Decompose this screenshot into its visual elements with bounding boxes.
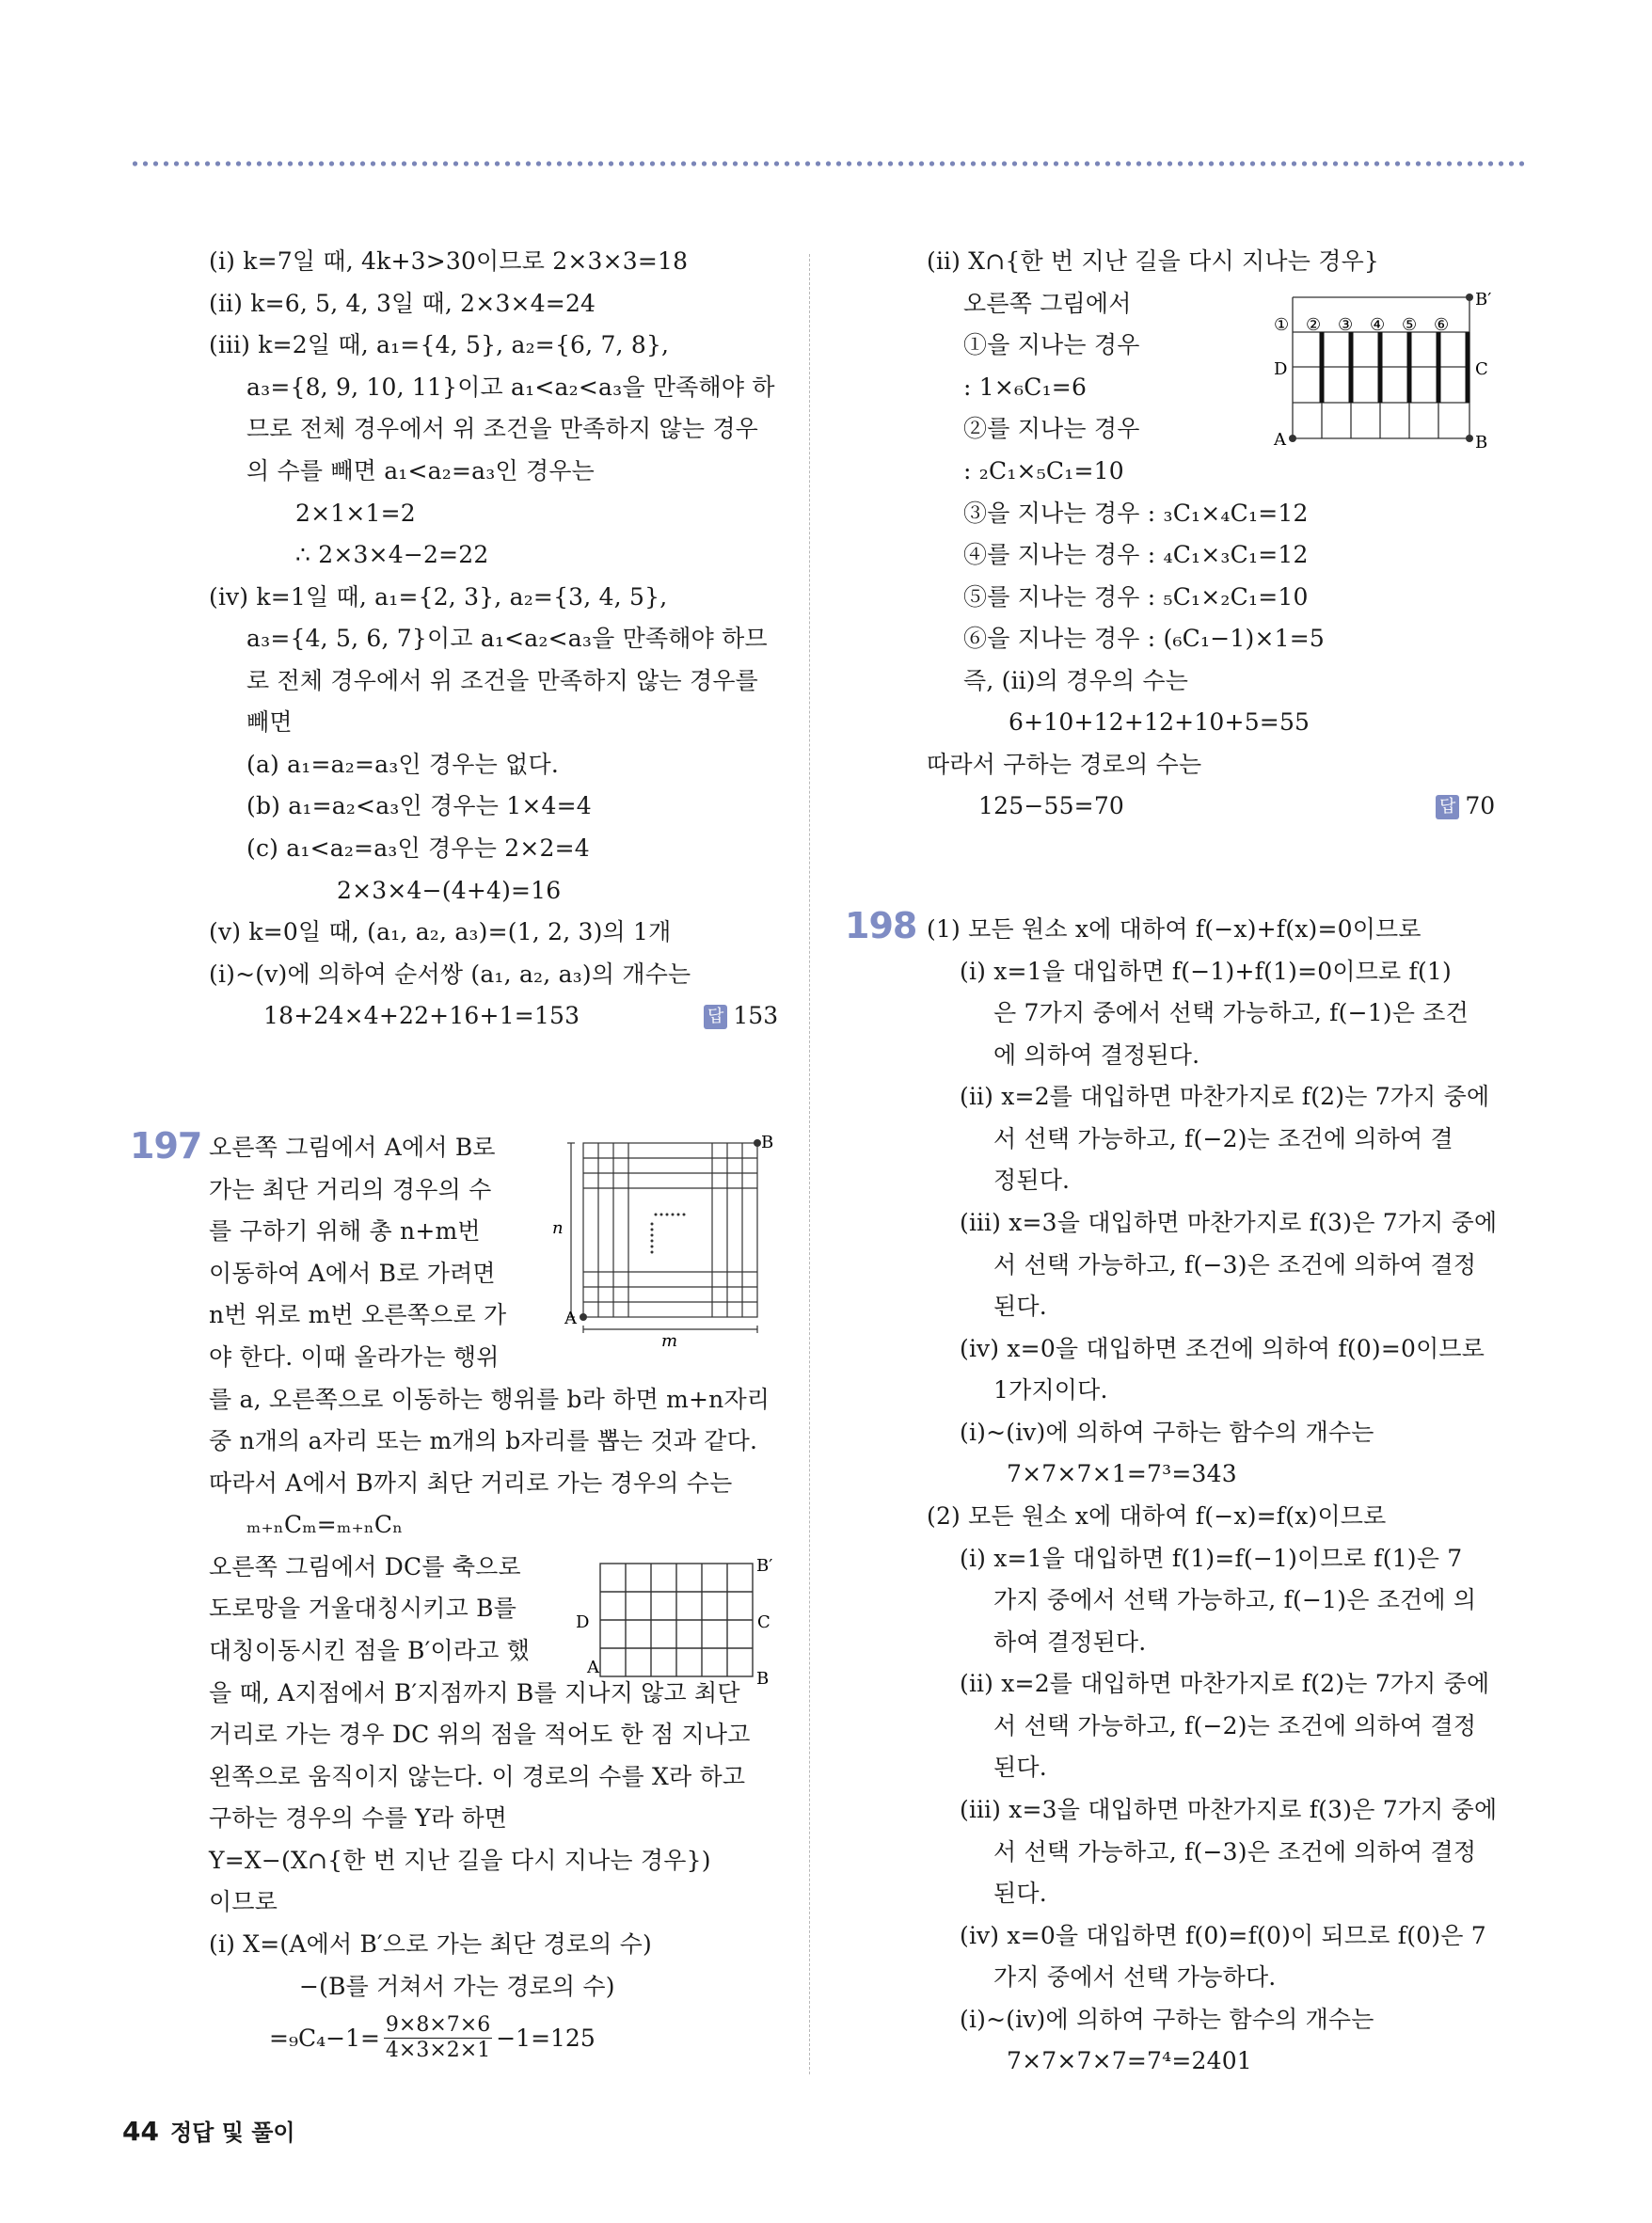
text-line: Y=X−(X∩{한 번 지난 길을 다시 지나는 경우}) <box>209 1847 711 1874</box>
text-line: 하여 결정된다. <box>993 1628 1147 1656</box>
text-line: (ⅰ) X=(A에서 B′으로 가는 최단 경로의 수) <box>209 1930 652 1958</box>
text-line: (ⅰ)~(ⅳ)에 의하여 구하는 함수의 개수는 <box>960 2006 1374 2033</box>
text-line: (ⅳ) x=0을 대입하면 f(0)=f(0)이 되므로 f(0)은 7 <box>960 1922 1486 1949</box>
label-A: A <box>587 1658 599 1677</box>
text-line: ⑤를 지나는 경우 : ₅C₁×₂C₁=10 <box>963 583 1309 611</box>
text-line: 야 한다. 이때 올라가는 행위 <box>209 1343 500 1371</box>
text-line: 7×7×7×7=7⁴=2401 <box>1007 2047 1252 2074</box>
label-C: C <box>1475 359 1488 379</box>
page-number: 44 <box>122 2116 159 2147</box>
text-line: (ⅲ) x=3을 대입하면 마찬가지로 f(3)은 7가지 중에 <box>960 1209 1498 1236</box>
label-D: D <box>576 1612 590 1632</box>
header-dotted-rule <box>130 160 1524 167</box>
label-A: A <box>564 1309 577 1328</box>
text-line: 가는 최단 거리의 경우의 수 <box>209 1176 492 1203</box>
circled-label-6: ⑥ <box>1434 315 1450 335</box>
text-line: a₃={8, 9, 10, 11}이고 a₁<a₂<a₃을 만족해야 하 <box>246 373 775 401</box>
circled-label-2: ② <box>1306 315 1322 335</box>
text-line: 를 구하기 위해 총 n+m번 <box>209 1217 481 1245</box>
text-line: 왼쪽으로 움직이지 않는다. 이 경로의 수를 X라 하고 <box>209 1763 746 1790</box>
label-B-prime: B′ <box>1475 290 1492 310</box>
text-line: (ⅰ) x=1을 대입하면 f(1)=f(−1)이므로 f(1)은 7 <box>960 1545 1463 1572</box>
text-line: (ⅳ) x=0을 대입하면 조건에 의하여 f(0)=0이므로 <box>960 1335 1485 1362</box>
text-line: (ⅱ) x=2를 대입하면 마찬가지로 f(2)는 7가지 중에 <box>960 1670 1490 1697</box>
text-line: 서 선택 가능하고, f(−2)는 조건에 의하여 결정 <box>993 1712 1477 1739</box>
text-line: ④를 지나는 경우 : ₄C₁×₃C₁=12 <box>963 541 1309 568</box>
fraction <box>384 2013 492 2063</box>
text-line: 도로망을 거울대칭시키고 B를 <box>209 1595 517 1622</box>
column-divider <box>809 254 810 2074</box>
text-line: 대칭이동시킨 점을 B′이라고 했 <box>209 1637 531 1664</box>
text-line: (ⅰ) k=7일 때, 4k+3>30이므로 2×3×3=18 <box>209 247 689 275</box>
text-line: 이동하여 A에서 B로 가려면 <box>209 1260 496 1287</box>
text-line: 된다. <box>993 1293 1047 1320</box>
text-line: 즉, (ⅱ)의 경우의 수는 <box>963 667 1189 694</box>
grid-figure-2 <box>572 1552 779 1686</box>
answer-196 <box>704 997 778 1035</box>
answer-tag: 답 <box>1436 795 1459 819</box>
text-line: ②를 지나는 경우 <box>963 415 1140 442</box>
text-line: 므로 전체 경우에서 위 조건을 만족하지 않는 경우 <box>246 415 759 442</box>
text-line: 125−55=70 <box>978 792 1125 819</box>
text-line: 중 n개의 a자리 또는 m개의 b자리를 뽑는 것과 같다. <box>209 1427 758 1454</box>
text-line: (b) a₁=a₂<a₃인 경우는 1×4=4 <box>246 792 592 819</box>
label-C: C <box>757 1612 770 1632</box>
text-line: (1) 모든 원소 x에 대하여 f(−x)+f(x)=0이므로 <box>927 915 1422 943</box>
footer-title: 정답 및 풀이 <box>169 2120 295 2146</box>
answer-tag: 답 <box>704 1005 727 1029</box>
text-line: 2×3×4−(4+4)=16 <box>337 877 562 904</box>
text-line: ₘ₊ₙCₘ=ₘ₊ₙCₙ <box>246 1511 404 1538</box>
text-line: 서 선택 가능하고, f(−3)은 조건에 의하여 결정 <box>993 1838 1477 1866</box>
text-line: 구하는 경우의 수를 Y라 하면 <box>209 1804 508 1832</box>
text-line: 된다. <box>993 1880 1047 1907</box>
text-line: (c) a₁<a₂=a₃인 경우는 2×2=4 <box>246 834 590 862</box>
text-line: 정된다. <box>993 1167 1071 1194</box>
circled-label-4: ④ <box>1370 315 1386 335</box>
text-line: 따라서 A에서 B까지 최단 거리로 가는 경우의 수는 <box>209 1469 733 1497</box>
text-line: 된다. <box>993 1754 1047 1781</box>
text-line: 오른쪽 그림에서 A에서 B로 <box>209 1134 496 1161</box>
text-line: ①을 지나는 경우 <box>963 331 1140 358</box>
text-line: (ⅰ)~(ⅴ)에 의하여 순서쌍 (a₁, a₂, a₃)의 개수는 <box>209 961 691 988</box>
page-footer <box>122 2114 295 2147</box>
text-line: (ⅴ) k=0일 때, (a₁, a₂, a₃)=(1, 2, 3)의 1개 <box>209 918 672 945</box>
text-line: (2) 모든 원소 x에 대하여 f(−x)=f(x)이므로 <box>927 1502 1387 1530</box>
text-line: n번 위로 m번 오른쪽으로 가 <box>209 1301 507 1328</box>
circled-label-1: ① <box>1274 315 1290 335</box>
text-line: (ⅰ)~(ⅳ)에 의하여 구하는 함수의 개수는 <box>960 1419 1374 1446</box>
text-line: 오른쪽 그림에서 DC를 축으로 <box>209 1553 521 1580</box>
text-line: 을 때, A지점에서 B′지점까지 B를 지나지 않고 최단 <box>209 1679 740 1707</box>
formula-prefix: =₉C₄−1= <box>269 2024 380 2052</box>
fraction-numerator: 9×8×7×6 <box>385 2012 491 2037</box>
text-line: 로 전체 경우에서 위 조건을 만족하지 않는 경우를 <box>246 667 759 694</box>
text-line: 18+24×4+22+16+1=153 <box>263 1002 580 1029</box>
text-line: −(B를 거쳐서 가는 경로의 수) <box>299 1973 615 2000</box>
circled-label-3: ③ <box>1338 315 1354 335</box>
text-line: ③을 지나는 경우 : ₃C₁×₄C₁=12 <box>963 500 1309 527</box>
grid-figure-3 <box>1270 290 1529 450</box>
text-line: 오른쪽 그림에서 <box>963 290 1132 317</box>
formula-suffix: −1=125 <box>496 2024 596 2052</box>
text-line: 빼면 <box>246 708 293 736</box>
label-B: B <box>1475 433 1488 450</box>
text-line: 가지 중에서 선택 가능하다. <box>993 1963 1277 1991</box>
text-line: 2×1×1=2 <box>295 500 416 527</box>
text-line: (ⅳ) k=1일 때, a₁={2, 3}, a₂={3, 4, 5}, <box>209 583 668 611</box>
text-line: 가지 중에서 선택 가능하고, f(−1)은 조건에 의 <box>993 1586 1477 1613</box>
label-B: B <box>756 1669 770 1686</box>
label-D: D <box>1274 359 1288 379</box>
text-line: ∴ 2×3×4−2=22 <box>295 541 489 568</box>
circled-label-5: ⑤ <box>1402 315 1418 335</box>
answer-value: 70 <box>1465 792 1496 819</box>
label-m: m <box>661 1331 678 1350</box>
answer-value: 153 <box>733 1002 779 1029</box>
text-line: : 1×₆C₁=6 <box>963 373 1088 401</box>
text-line: 7×7×7×1=7³=343 <box>1007 1460 1237 1487</box>
text-line: 의 수를 빼면 a₁<a₂=a₃인 경우는 <box>246 457 596 484</box>
label-B: B <box>761 1133 774 1152</box>
text-line: 를 a, 오른쪽으로 이동하는 행위를 b라 하면 m+n자리 <box>209 1386 770 1413</box>
label-n: n <box>552 1218 564 1238</box>
text-line: 이므로 <box>209 1888 278 1915</box>
answer-197 <box>1436 787 1495 825</box>
text-line: : ₂C₁×₅C₁=10 <box>963 457 1124 484</box>
grid-figure-1 <box>550 1124 781 1350</box>
text-line: ⑥을 지나는 경우 : (₆C₁−1)×1=5 <box>963 625 1325 652</box>
text-line: 1가지이다. <box>993 1376 1108 1404</box>
text-line: 거리로 가는 경우 DC 위의 점을 적어도 한 점 지나고 <box>209 1721 751 1748</box>
problem-number-197: 197 <box>130 1125 202 1167</box>
text-line: (ⅲ) x=3을 대입하면 마찬가지로 f(3)은 7가지 중에 <box>960 1796 1498 1823</box>
text-line: (ⅱ) k=6, 5, 4, 3일 때, 2×3×4=24 <box>209 290 596 317</box>
text-line: (ⅰ) x=1을 대입하면 f(−1)+f(1)=0이므로 f(1) <box>960 958 1452 985</box>
label-A: A <box>1274 430 1286 450</box>
text-line: 서 선택 가능하고, f(−3)은 조건에 의하여 결정 <box>993 1251 1477 1278</box>
label-B-prime: B′ <box>756 1556 773 1576</box>
text-line: (ⅱ) X∩{한 번 지난 길을 다시 지나는 경우} <box>927 247 1380 275</box>
text-line: 에 의하여 결정된다. <box>993 1041 1200 1069</box>
formula-125 <box>269 2009 596 2066</box>
text-line: a₃={4, 5, 6, 7}이고 a₁<a₂<a₃을 만족해야 하므 <box>246 625 768 652</box>
text-line: 6+10+12+12+10+5=55 <box>1009 708 1310 736</box>
text-line: (ⅲ) k=2일 때, a₁={4, 5}, a₂={6, 7, 8}, <box>209 331 670 358</box>
text-line: (a) a₁=a₂=a₃인 경우는 없다. <box>246 751 559 778</box>
problem-number-198: 198 <box>845 905 917 946</box>
text-line: (ⅱ) x=2를 대입하면 마찬가지로 f(2)는 7가지 중에 <box>960 1083 1490 1110</box>
fraction-denominator: 4×3×2×1 <box>385 2038 491 2062</box>
text-line: 따라서 구하는 경로의 수는 <box>927 751 1202 778</box>
text-line: 서 선택 가능하고, f(−2)는 조건에 의하여 결 <box>993 1125 1453 1152</box>
text-line: 은 7가지 중에서 선택 가능하고, f(−1)은 조건 <box>993 999 1469 1026</box>
